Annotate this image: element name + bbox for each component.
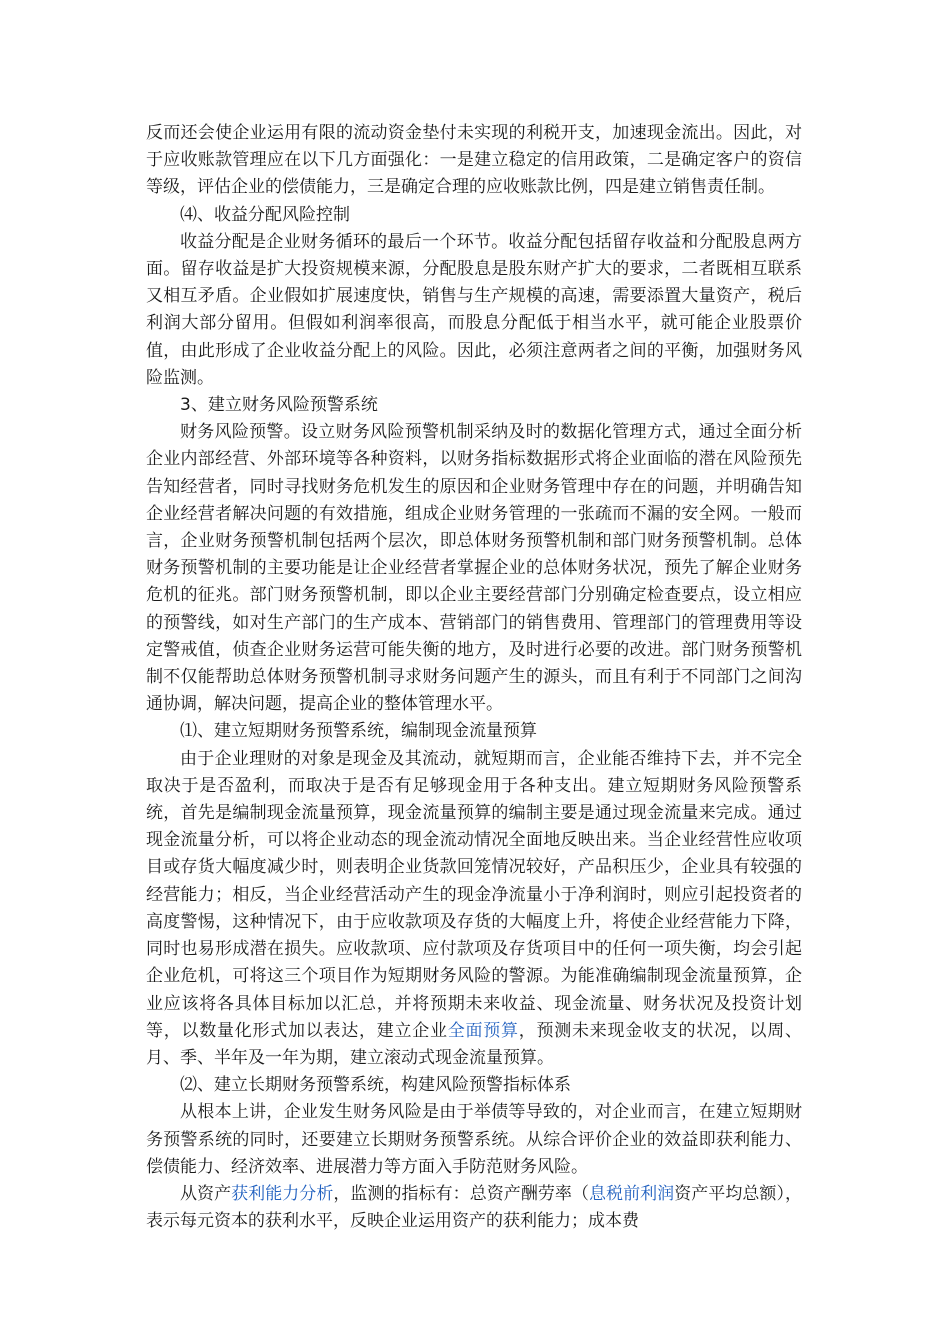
heading-profit-distribution-risk: ⑷、收益分配风险控制 [180, 204, 350, 225]
paragraph-short-term-warning [146, 746, 802, 1072]
paragraph-text: ，预测未来现金收支的状况，以周、月、季、半年及一年为期，建立滚动式现金流量预算。 [146, 1020, 802, 1068]
link-ebit[interactable]: 息税前利润 [589, 1183, 675, 1204]
heading-short-term-warning: ⑴、建立短期财务预警系统，编制现金流量预算 [180, 721, 537, 742]
paragraph-receivables: 反而还会使企业运用有限的流动资金垫付未实现的利税开支，加速现金流出。因此，对于应收账款管理应在以下几方面强化：一是建立稳定的信用政策，二是确定客户的资信等级，评估企业的偿债能力，三是确定合理的应收账款比例，四是建立销售责任制。 [146, 123, 802, 198]
link-comprehensive-budget[interactable]: 全面预算 [447, 1020, 519, 1041]
document-body [146, 120, 802, 1235]
paragraph-text: ，监测的指标有：总资产酬劳率（ [333, 1183, 589, 1204]
paragraph-text: 由于企业理财的对象是现金及其流动，就短期而言，企业能否维持下去，并不完全取决于是否盈利，而取决于是否有足够现金用于各种支出。建立短期财务风险预警系统，首先是编制现金流量预算，现金流量预算的编制主要是通过现金流量来完成。通过现金流量分析，可以将企业动态的现金流动情况全面地反映出来。当企业经营性应收项目或存货大幅度减少时，则表明企业货款回笼情况较好，产品积压少，企业具有较强的经营能力；相反，当企业经营活动产生的现金净流量小于净利润时，则应引起投资者的高度警惕，这种情况下，由于应收款项及存货的大幅度上升，将使企业经营能力下降，同时也易形成潜在损失。应收款项、应付款项及存货项目中的任何一项失衡，均会引起企业危机，可将这三个项目作为短期财务风险的警源。为能准确编制现金流量预算，企业应该将各具体目标加以汇总，并将预期未来收益、现金流量、财务状况及投资计划等，以数量化形式加以表达，建立企业 [146, 748, 802, 1041]
paragraph-text: 从资产 [180, 1183, 232, 1204]
paragraph-long-term-warning: 从根本上讲，企业发生财务风险是由于举债等导致的，对企业而言，在建立短期财务预警系统的同时，还要建立长期财务预警系统。从综合评价企业的效益即获利能力、偿债能力、经济效率、进展潜力等方面入手防范财务风险。 [146, 1102, 802, 1177]
paragraph-profit-distribution: 收益分配是企业财务循环的最后一个环节。收益分配包括留存收益和分配股息两方面。留存收益是扩大投资规模来源，分配股息是股东财产扩大的要求，二者既相互联系又相互矛盾。企业假如扩展速度快，销售与生产规模的高速，需要添置大量资产，税后利润大部分留用。但假如利润率很高，而股息分配低于相当水平，就可能企业股票价值，由此形成了企业收益分配上的风险。因此，必须注意两者之间的平衡，加强财务风险监测。 [146, 231, 802, 388]
paragraph-profitability [146, 1181, 802, 1235]
paragraph-text: 资产平均总额），表示每元资本的获利水平，反映企业运用资产的获利能力；成本费 [146, 1183, 803, 1232]
heading-long-term-warning: ⑵、建立长期财务预警系统，构建风险预警指标体系 [180, 1075, 571, 1096]
link-profitability-analysis[interactable]: 获利能力分析 [231, 1183, 334, 1204]
heading-early-warning-system: 3、建立财务风险预警系统 [180, 395, 378, 416]
paragraph-early-warning: 财务风险预警。设立财务风险预警机制采纳及时的数据化管理方式，通过全面分析企业内部经营、外部环境等各种资料，以财务指标数据形式将企业面临的潜在风险预先告知经营者，同时寻找财务危机发生的原因和企业财务管理中存在的问题，并明确告知企业经营者解决问题的有效措施，组成企业财务管理的一张疏而不漏的安全网。一般而言，企业财务预警机制包括两个层次，即总体财务预警机制和部门财务预警机制。总体财务预警机制的主要功能是让企业经营者掌握企业的总体财务状况，预先了解企业财务危机的征兆。部门财务预警机制，即以企业主要经营部门分别确定检查要点，设立相应的预警线，如对生产部门的生产成本、营销部门的销售费用、管理部门的管理费用等设定警戒值，侦查企业财务运营可能失衡的地方，及时进行必要的改进。部门财务预警机制不仅能帮助总体财务预警机制寻求财务问题产生的源头，而且有利于不同部门之间沟通协调，解决问题，提高企业的整体管理水平。 [146, 422, 802, 715]
